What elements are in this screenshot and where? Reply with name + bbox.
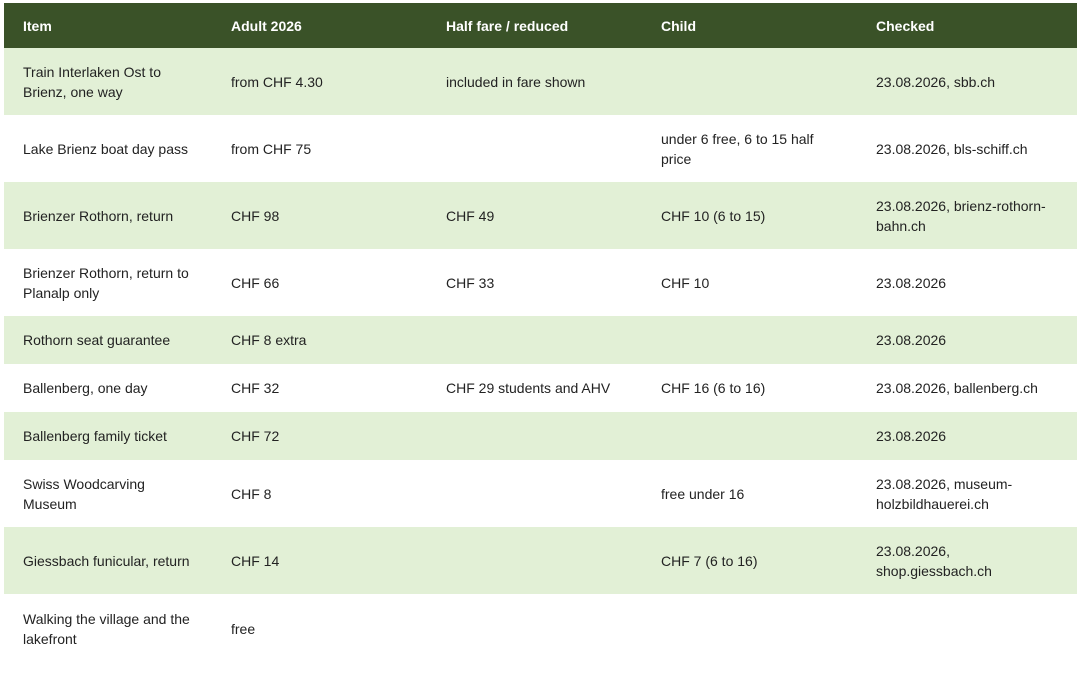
cell-item: Ballenberg, one day bbox=[4, 364, 212, 412]
cell-checked: 23.08.2026, sbb.ch bbox=[857, 48, 1077, 115]
price-table bbox=[4, 3, 1077, 675]
cell-item: Giessbach funicular, return bbox=[4, 527, 212, 594]
cell-adult: CHF 98 bbox=[212, 182, 427, 249]
table-row bbox=[4, 115, 1077, 182]
cell-child: under 6 free, 6 to 15 half price bbox=[642, 115, 857, 182]
cell-adult: CHF 8 bbox=[212, 460, 427, 527]
header-row bbox=[4, 3, 1077, 48]
cell-child bbox=[642, 316, 857, 364]
cell-child: CHF 7 (6 to 16) bbox=[642, 527, 857, 594]
table-row bbox=[4, 364, 1077, 412]
cell-item: Lake Brienz boat day pass bbox=[4, 115, 212, 182]
cell-half-fare: CHF 29 students and AHV bbox=[427, 364, 642, 412]
cell-child: CHF 10 (6 to 15) bbox=[642, 182, 857, 249]
cell-checked: 23.08.2026 bbox=[857, 316, 1077, 364]
cell-checked: 23.08.2026, brienz-rothorn-bahn.ch bbox=[857, 182, 1077, 249]
price-table-container bbox=[4, 3, 1077, 675]
cell-checked: 23.08.2026, ballenberg.ch bbox=[857, 364, 1077, 412]
cell-half-fare bbox=[427, 527, 642, 594]
cell-half-fare: CHF 49 bbox=[427, 182, 642, 249]
table-row bbox=[4, 460, 1077, 527]
cell-child: CHF 10 bbox=[642, 249, 857, 316]
cell-item: Brienzer Rothorn, return to Planalp only bbox=[4, 249, 212, 316]
cell-checked bbox=[857, 594, 1077, 675]
cell-child bbox=[642, 412, 857, 460]
cell-checked: 23.08.2026, bls-schiff.ch bbox=[857, 115, 1077, 182]
cell-item: Ballenberg family ticket bbox=[4, 412, 212, 460]
header-adult: Adult 2026 bbox=[212, 3, 427, 48]
table-row bbox=[4, 594, 1077, 675]
table-row bbox=[4, 412, 1077, 460]
table-body bbox=[4, 48, 1077, 675]
cell-half-fare: included in fare shown bbox=[427, 48, 642, 115]
cell-item: Swiss Woodcarving Museum bbox=[4, 460, 212, 527]
cell-child: CHF 16 (6 to 16) bbox=[642, 364, 857, 412]
cell-adult: CHF 32 bbox=[212, 364, 427, 412]
cell-checked: 23.08.2026, shop.giessbach.ch bbox=[857, 527, 1077, 594]
cell-adult: CHF 8 extra bbox=[212, 316, 427, 364]
cell-adult: CHF 72 bbox=[212, 412, 427, 460]
cell-child bbox=[642, 48, 857, 115]
table-header bbox=[4, 3, 1077, 48]
cell-half-fare bbox=[427, 412, 642, 460]
cell-child: free under 16 bbox=[642, 460, 857, 527]
header-checked: Checked bbox=[857, 3, 1077, 48]
cell-half-fare bbox=[427, 115, 642, 182]
table-row bbox=[4, 316, 1077, 364]
table-row bbox=[4, 182, 1077, 249]
cell-adult: free bbox=[212, 594, 427, 675]
header-half-fare: Half fare / reduced bbox=[427, 3, 642, 48]
cell-adult: from CHF 75 bbox=[212, 115, 427, 182]
cell-checked: 23.08.2026 bbox=[857, 412, 1077, 460]
table-row bbox=[4, 249, 1077, 316]
cell-half-fare bbox=[427, 316, 642, 364]
cell-item: Rothorn seat guarantee bbox=[4, 316, 212, 364]
table-row bbox=[4, 527, 1077, 594]
cell-child bbox=[642, 594, 857, 675]
cell-half-fare: CHF 33 bbox=[427, 249, 642, 316]
cell-half-fare bbox=[427, 594, 642, 675]
cell-adult: CHF 66 bbox=[212, 249, 427, 316]
cell-checked: 23.08.2026 bbox=[857, 249, 1077, 316]
cell-half-fare bbox=[427, 460, 642, 527]
cell-item: Train Interlaken Ost to Brienz, one way bbox=[4, 48, 212, 115]
cell-adult: from CHF 4.30 bbox=[212, 48, 427, 115]
header-item: Item bbox=[4, 3, 212, 48]
header-child: Child bbox=[642, 3, 857, 48]
cell-item: Walking the village and the lakefront bbox=[4, 594, 212, 675]
cell-adult: CHF 14 bbox=[212, 527, 427, 594]
cell-checked: 23.08.2026, museum-holzbildhauerei.ch bbox=[857, 460, 1077, 527]
cell-item: Brienzer Rothorn, return bbox=[4, 182, 212, 249]
table-row bbox=[4, 48, 1077, 115]
